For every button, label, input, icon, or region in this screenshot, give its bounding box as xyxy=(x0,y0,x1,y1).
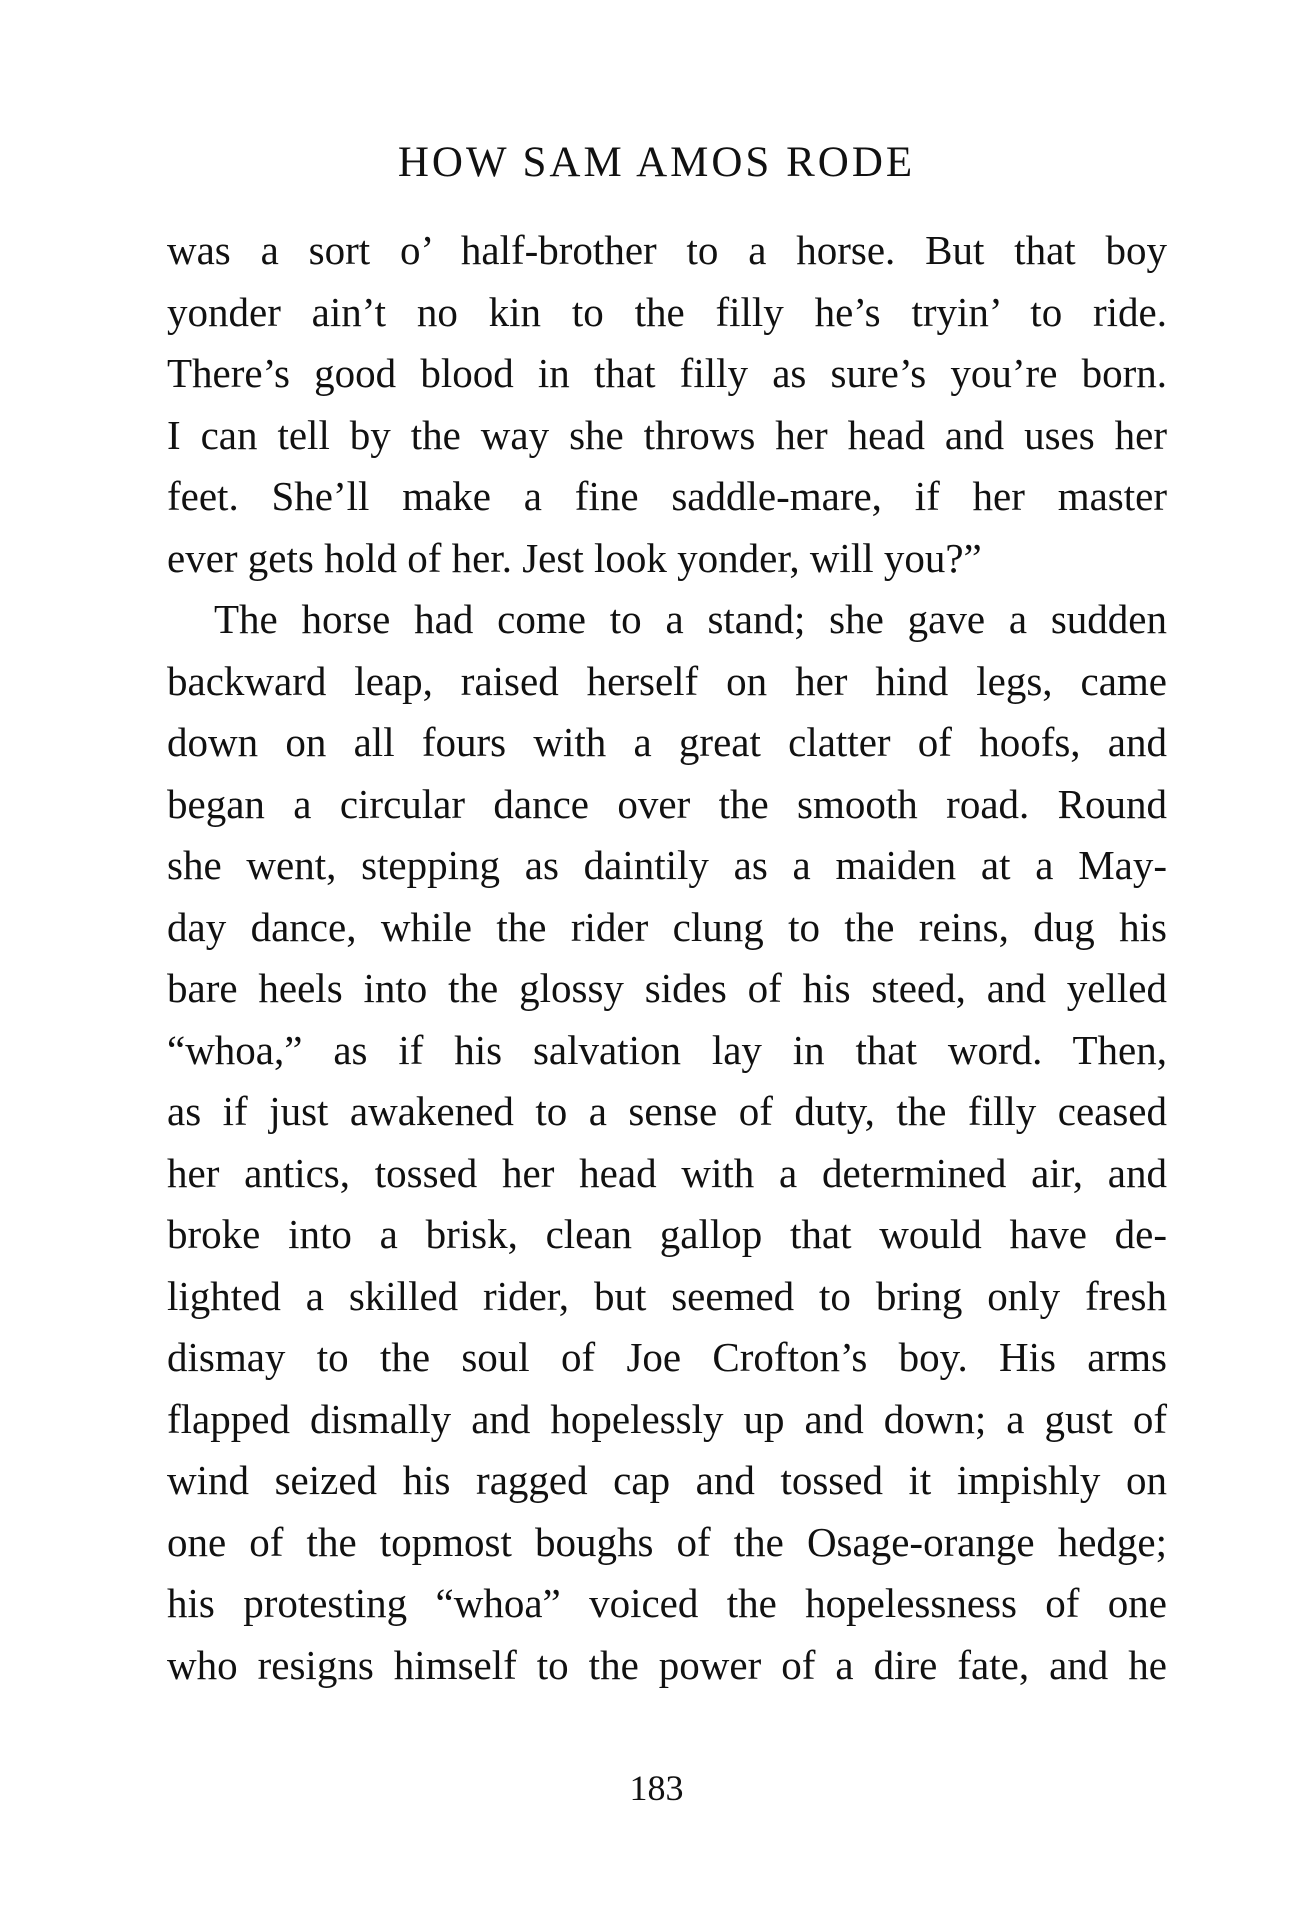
text-line: wind seized his ragged cap and tossed it impishly on xyxy=(167,1457,1167,1503)
text-line: day dance, while the rider clung to the reins, dug his xyxy=(167,903,1167,950)
text-line: her antics, tossed her head with a determined air, and xyxy=(167,1149,1167,1196)
text-line: was a sort o’ half-brother to a horse. But that boy xyxy=(167,227,1167,273)
text-line: lighted a skilled rider, but seemed to bring only fresh xyxy=(167,1272,1167,1319)
text-line: who resigns himself to the power of a dire fate, and he xyxy=(167,1641,1167,1688)
running-head: HOW SAM AMOS RODE xyxy=(397,139,916,186)
text-line: feet. She’ll make a fine saddle-mare, if her master xyxy=(167,473,1167,519)
text-line: began a circular dance over the smooth road. Round xyxy=(167,780,1167,827)
text-line: There’s good blood in that filly as sure’s you’re born. xyxy=(167,350,1167,396)
page-number: 183 xyxy=(629,1768,684,1808)
text-line: one of the topmost boughs of the Osage-orange hedge; xyxy=(167,1518,1167,1565)
text-line: she went, stepping as daintily as a maiden at a May- xyxy=(167,842,1167,888)
text-line: ever gets hold of her. Jest look yonder, will you?” xyxy=(167,534,982,581)
text-line: backward leap, raised herself on her hind legs, came xyxy=(167,657,1167,704)
text-line: I can tell by the way she throws her head and uses her xyxy=(167,411,1167,458)
text-line: his protesting “whoa” voiced the hopelessness of one xyxy=(167,1580,1167,1626)
text-line: yonder ain’t no kin to the filly he’s tryin’ to ride. xyxy=(167,288,1167,335)
text-line: as if just awakened to a sense of duty, the filly ceased xyxy=(167,1088,1167,1134)
text-line: broke into a brisk, clean gallop that would have de- xyxy=(167,1211,1167,1257)
paragraph-start-line: The horse had come to a stand; she gave a sudden xyxy=(214,596,1167,642)
text-line: “whoa,” as if his salvation lay in that word. Then, xyxy=(167,1026,1167,1073)
text-line: bare heels into the glossy sides of his steed, and yelled xyxy=(167,965,1167,1011)
body-text xyxy=(167,220,1167,1696)
text-line: dismay to the soul of Joe Crofton’s boy. His arms xyxy=(167,1334,1167,1380)
text-line: down on all fours with a great clatter of hoofs, and xyxy=(167,719,1167,765)
text-line: flapped dismally and hopelessly up and down; a gust of xyxy=(167,1395,1167,1442)
